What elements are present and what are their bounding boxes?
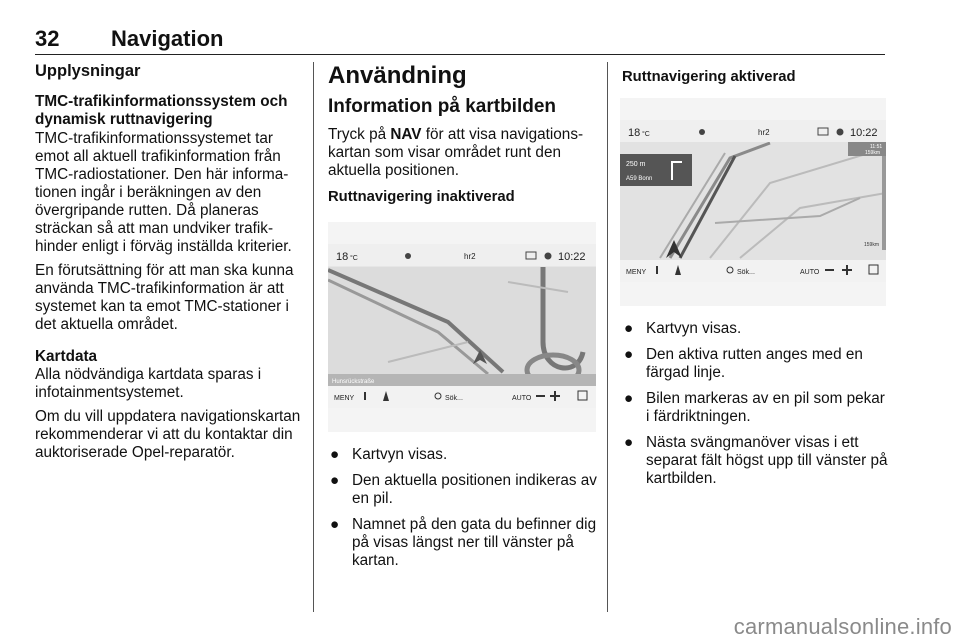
upplysningar-heading: Upplysningar [35, 62, 141, 80]
kartdata-paragraph-2: Om du vill uppdatera navigationskartan rekommenderar vi att du kontaktar din auktoriserade Opel-reparatör. [35, 408, 301, 461]
tmc-paragraph-2: En förutsättning för att man ska kunna använda TMC-trafikinformation är att systemet kan ta emot TMC-stationer i det aktuella området. [35, 262, 294, 333]
kartdata-paragraph-1: Alla nödvändiga kartdata sparas i infotainmentsystemet. [35, 366, 262, 401]
bullet-dot: ● [624, 346, 634, 363]
bullet-text: Kartvyn visas. [646, 320, 742, 337]
bullet-item [328, 472, 598, 508]
intro-post: för att visa navigationskartan som visar området runt den aktuella positionen. [328, 126, 584, 179]
map1-flag-icon [364, 392, 366, 400]
map2-minus-icon [825, 269, 834, 271]
bullet-dot: ● [624, 320, 634, 337]
page-header [35, 26, 885, 55]
kartdata-heading: Kartdata [35, 348, 98, 365]
map1-station: hr2 [464, 252, 476, 261]
map1-time: 10:22 [558, 251, 586, 263]
bullet-dot: ● [330, 472, 340, 489]
intro-paragraph [328, 126, 596, 180]
intro-pre: Tryck på [328, 126, 391, 143]
column-left [35, 62, 303, 468]
bullet-dot: ● [624, 434, 634, 451]
map-figure-inactive [328, 222, 596, 432]
bullet-item [328, 446, 598, 464]
bullet-text: Kartvyn visas. [352, 446, 448, 463]
anvandning-heading: Användning [328, 62, 467, 89]
info-heading: Information på kartbilden [328, 96, 557, 117]
map1-temp: 18 [336, 251, 349, 263]
bullet-item [328, 516, 598, 570]
map1-location-icon [405, 253, 411, 259]
map2-eta: 11:51 [870, 144, 883, 150]
map2-road: A59 Bonn [626, 176, 653, 182]
map2-time: 10:22 [850, 127, 878, 139]
map1-temp-unit: °C [350, 255, 358, 262]
fig2-heading: Ruttnavigering aktiverad [622, 69, 796, 85]
map2-remaining: 159km [865, 150, 881, 156]
bullet-text: Nästa svängmanöver visas i ett separat fält högst upp till vänster på kartbilden. [646, 434, 888, 487]
map1-menu: MENY [334, 395, 355, 402]
nav-key: NAV [390, 126, 422, 143]
map2-temp: 18 [628, 127, 641, 139]
map2-menu: MENY [626, 269, 647, 276]
bullet-item [622, 320, 890, 338]
column-middle [328, 62, 596, 206]
map-screen-active [620, 98, 886, 306]
column-right [622, 62, 888, 86]
page-number: 32 [35, 26, 60, 51]
map2-distance: 250 m [626, 161, 646, 168]
section-title: Navigation [111, 26, 224, 51]
map1-search: Sök... [445, 395, 463, 402]
map1-auto: AUTO [512, 395, 532, 402]
map1-gear-icon [545, 253, 552, 260]
bullet-dot: ● [330, 446, 340, 463]
map-figure-active [620, 98, 888, 306]
watermark: carmanualsonline.info [733, 614, 952, 639]
map2-flag-icon [656, 266, 658, 274]
map2-search: Sök... [737, 269, 755, 276]
map2-scale: 159km [864, 242, 880, 248]
map2-auto: AUTO [800, 269, 820, 276]
bullet-item [622, 390, 890, 426]
map1-street: Hunsrückstraße [332, 379, 375, 385]
map2-gear-icon [837, 129, 844, 136]
bullet-item [622, 434, 890, 488]
bullets-active [622, 320, 890, 496]
bullet-text: Den aktiva rutten anges med en färgad linje. [646, 346, 863, 381]
map2-location-icon [699, 129, 705, 135]
tmc-heading: TMC-trafikinformationssystem och dynamisk ruttnavigering [35, 93, 288, 128]
map2-station: hr2 [758, 128, 770, 137]
map2-temp-unit: °C [642, 131, 650, 138]
column-divider [313, 62, 314, 612]
map-screen-inactive [328, 222, 596, 432]
map1-minus-icon [536, 395, 545, 397]
bullet-dot: ● [624, 390, 634, 407]
bullet-text: Namnet på den gata du befinner dig på visas längst ner till vänster på kartan. [352, 516, 597, 569]
bullets-inactive [328, 446, 598, 578]
bullet-dot: ● [330, 516, 340, 533]
bullet-text: Den aktuella positionen indikeras av en pil. [352, 472, 597, 507]
bullet-text: Bilen markeras av en pil som pekar i färdriktningen. [646, 390, 885, 425]
column-divider [607, 62, 608, 612]
tmc-paragraph-1: TMC-trafikinformationssystemet tar emot all aktuell trafikinformation från TMC-radiostationer. Den här informationen ingår i beräkningen av den övergripande rutten. Då planeras sträckan så att man undviker trafikhinder enligt i förväg inställda kriterier. [35, 130, 292, 255]
fig1-heading: Ruttnavigering inaktiverad [328, 189, 515, 205]
bullet-item [622, 346, 890, 382]
